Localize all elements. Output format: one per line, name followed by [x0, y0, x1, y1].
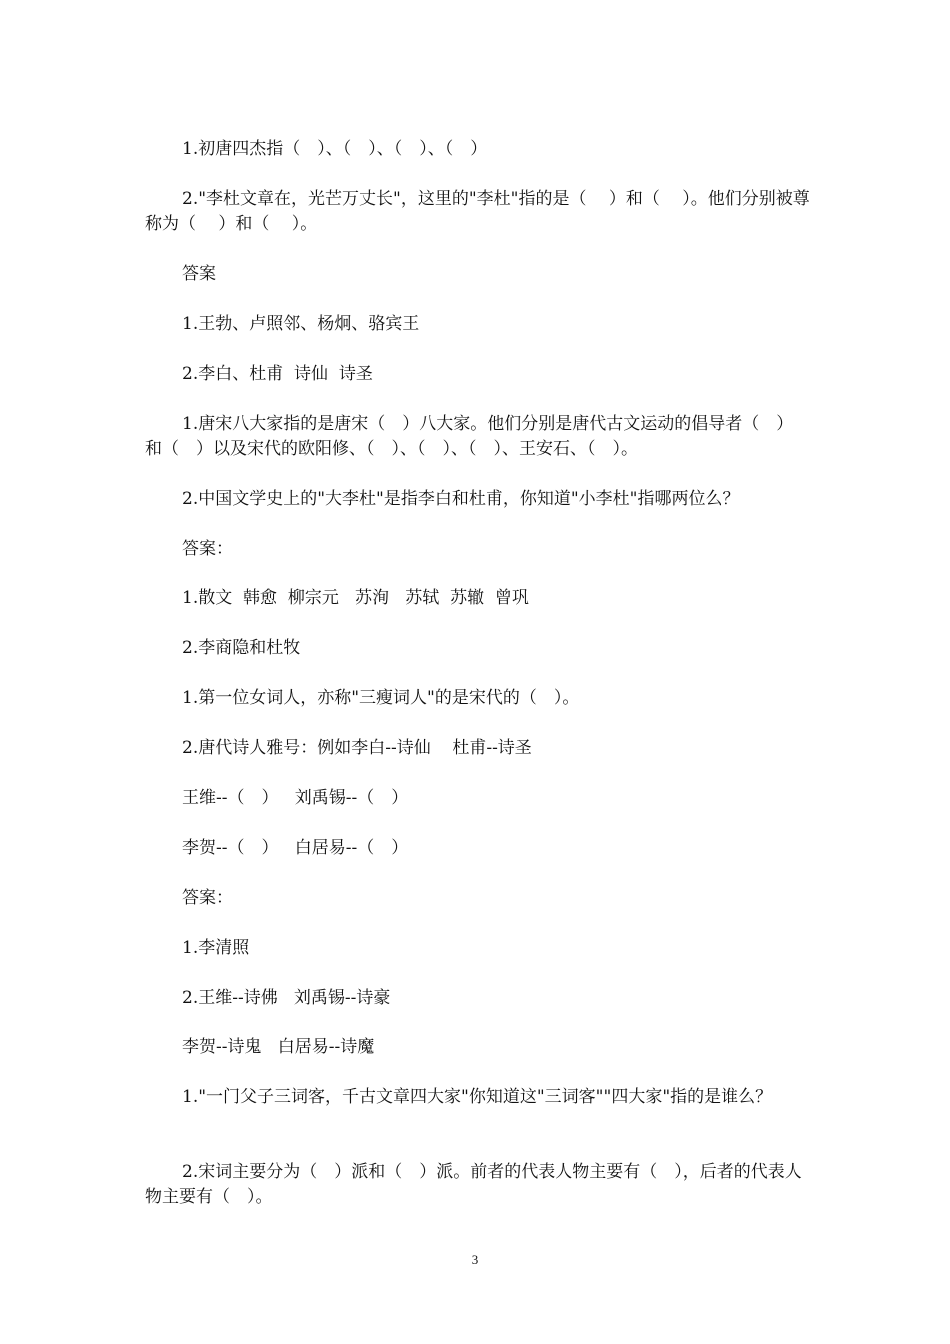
answer-line: 2.李白、杜甫 诗仙 诗圣 [182, 364, 373, 384]
question-li-du: 2."李杜文章在，光芒万丈长"，这里的"李杜"指的是（ ）和（ ）。他们分别被尊称为（ ）和（ ）。 [145, 189, 810, 234]
answer-heading: 答案： [182, 888, 233, 908]
answer-line: 1.散文 韩愈 柳宗元 苏洵 苏轼 苏辙 曾巩 [182, 588, 529, 608]
page-number: 3 [471, 1252, 479, 1267]
question-poet-nicknames-line: 李贺--（ ） 白居易--（ ） [182, 838, 409, 858]
answer-heading: 答案： [182, 539, 233, 559]
question-initial-tang-four-talents: 1.初唐四杰指（ ）、（ ）、（ ）、（ ） [182, 139, 488, 159]
answer-line: 2.李商隐和杜牧 [182, 638, 301, 658]
question-first-female-ci-poet: 1.第一位女词人，亦称"三瘦词人"的是宋代的（ ）。 [182, 688, 580, 708]
answer-line: 1.王勃、卢照邻、杨炯、骆宾王 [182, 314, 420, 334]
question-song-ci-schools: 2.宋词主要分为（ ）派和（ ）派。前者的代表人物主要有（ ），后者的代表人物主要有（ ）。 [145, 1162, 802, 1207]
answer-line: 2.王维--诗佛 刘禹锡--诗豪 [182, 988, 391, 1008]
question-poet-nicknames-line: 王维--（ ） 刘禹锡--（ ） [182, 788, 409, 808]
answer-heading: 答案 [182, 264, 216, 284]
answer-line: 1.李清照 [182, 938, 250, 958]
question-three-ci-poets: 1."一门父子三词客，千古文章四大家"你知道这"三词客""四大家"指的是谁么？ [182, 1087, 773, 1107]
question-eight-masters: 1.唐宋八大家指的是唐宋（ ）八大家。他们分别是唐代古文运动的倡导者（ ）和（ ）以及宋代的欧阳修、（ ）、（ ）、（ ）、王安石、（ ）。 [145, 414, 794, 459]
answer-line: 李贺--诗鬼 白居易--诗魔 [182, 1037, 375, 1057]
question-little-li-du: 2.中国文学史上的"大李杜"是指李白和杜甫，你知道"小李杜"指哪两位么？ [182, 489, 740, 509]
question-poet-nicknames: 2.唐代诗人雅号：例如李白--诗仙 杜甫--诗圣 [182, 738, 532, 758]
